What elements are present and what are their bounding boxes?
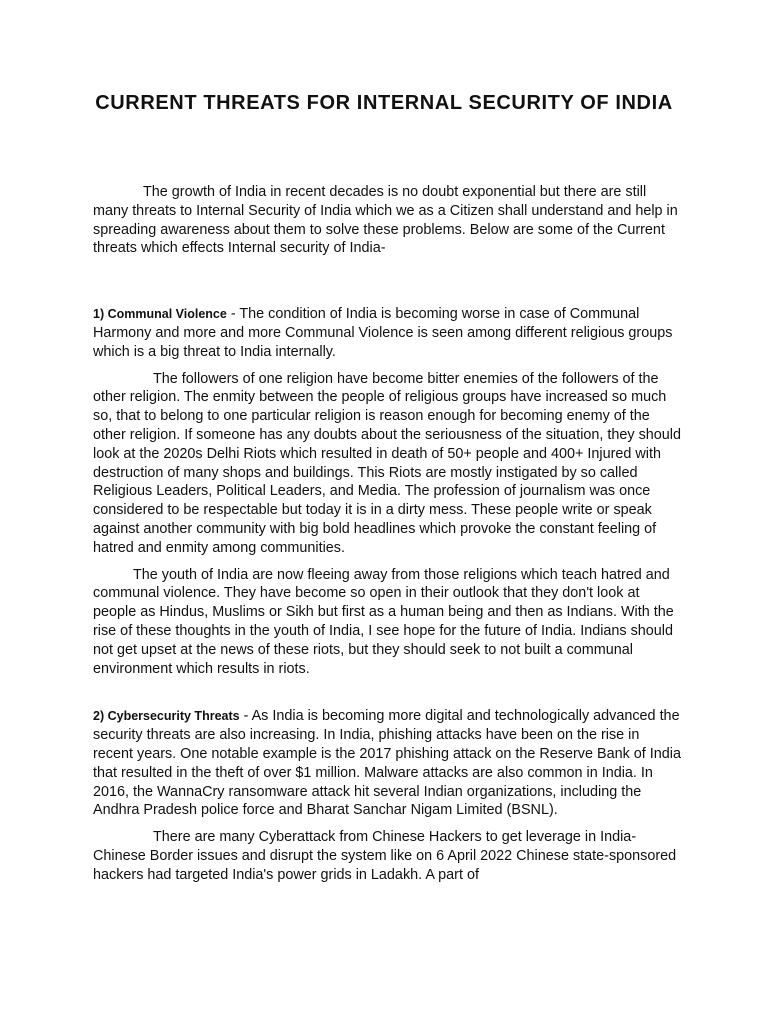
section-1-paragraph-1: The followers of one religion have become bitter enemies of the followers of the other religion. The enmity between the people of religious groups have increased so much so, that to belong to one particular religion is reason enough for becoming enemy of the other religion. If someone has any doubts about the seriousness of the situation, they should look at the 2020s Delhi Riots which resulted in death of 50+ people and 400+ Injured with destruction of many shops and buildings. This Riots are mostly instigated by so called Religious Leaders, Political Leaders, and Media. The profession of journalism was once considered to be respectable but today it is in a dirty mess. These people write or speak against another community with big bold headlines which provoke the constant feeling of hatred and enmity among communities. [93,370,681,556]
section-2-heading: 2) Cybersecurity Threats [93,709,240,724]
document-title: CURRENT THREATS FOR INTERNAL SECURITY OF INDIA [95,92,673,114]
section-2-paragraph-1: There are many Cyberattack from Chinese Hackers to get leverage in India-Chinese Border issues and disrupt the system like on 6 April 2022 Chinese state-sponsored hackers had targeted India's power grids in Ladakh. A part of [93,829,677,883]
document-body [93,183,683,885]
section-1-paragraph-2: The youth of India are now fleeing away from those religions which teach hatred and communal violence. They have become so open in their outlook that they don't look at people as Hindus, Muslims or Sikh but first as a human being and then as Indians. With the rise of these thoughts in the youth of India, I see hope for the future of India. Indians should not get upset at the news of these riots, but they should seek to not built a communal environment which results in riots. [93,566,674,677]
section-1-heading: 1) Communal Violence [93,307,227,322]
section-1-lead-text: - The condition of India is becoming worse in case of Communal Harmony and more and more Communal Violence is seen among different religious groups which is a big threat to India internally. [93,306,673,360]
section-1-lead-paragraph [93,305,683,361]
section-2-lead-paragraph [93,707,683,820]
intro-paragraph: The growth of India in recent decades is no doubt exponential but there are still many threats to Internal Security of India which we as a Citizen shall understand and help in spreading awareness about them to solve these problems. Below are some of the Current threats which effects Internal security of India- [93,184,678,257]
section-2-lead-text: - As India is becoming more digital and technologically advanced the security threats are also increasing. In India, phishing attacks have been on the rise in recent years. One notable example is the 2017 phishing attack on the Reserve Bank of India that resulted in the theft of over $1 million. Malware attacks are also common in India. In 2016, the WannaCry ransomware attack hit several Indian organizations, including the Andhra Pradesh police force and Bharat Sanchar Nigam Limited (BSNL). [93,708,681,819]
